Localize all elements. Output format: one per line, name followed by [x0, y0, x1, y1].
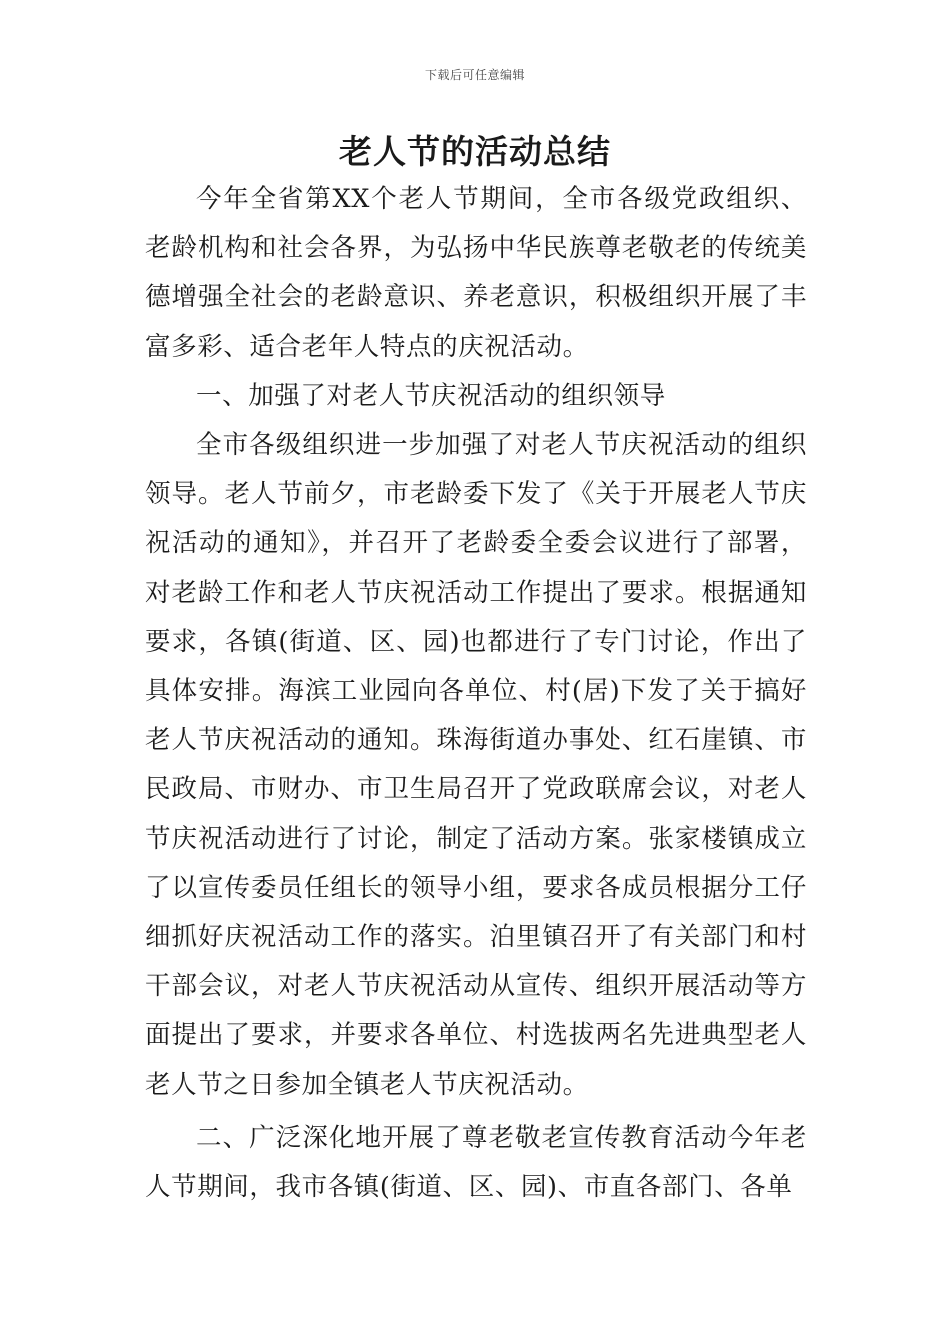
section-heading-1: 一、加强了对老人节庆祝活动的组织领导	[196, 380, 666, 411]
paragraph-intro: 今年全省第XX个老人节期间，全市各级党政组织、老龄机构和社会各界，为弘扬中华民族尊老敬老的传统美德增强全社会的老龄意识、养老意识，积极组织开展了丰富多彩、适合老年人特点的庆祝活动。	[145, 184, 807, 362]
header-note: 下载后可任意编辑	[424, 68, 525, 82]
paragraph-section-2: 二、广泛深化地开展了尊老敬老宣传教育活动今年老人节期间，我市各镇(街道、区、园)、市直各部门、各单	[145, 1122, 807, 1203]
document-title: 老人节的活动总结	[339, 132, 611, 171]
document-body	[145, 175, 807, 1212]
paragraph-section-1: 全市各级组织进一步加强了对老人节庆祝活动的组织领导。老人节前夕，市老龄委下发了《关于开展老人节庆祝活动的通知》，并召开了老龄委全委会议进行了部署，对老龄工作和老人节庆祝活动工作提出了要求。根据通知要求，各镇(街道、区、园)也都进行了专门讨论，作出了具体安排。海滨工业园向各单位、村(居)下发了关于搞好老人节庆祝活动的通知。珠海街道办事处、红石崖镇、市民政局、市财办、市卫生局召开了党政联席会议，对老人节庆祝活动进行了讨论，制定了活动方案。张家楼镇成立了以宣传委员任组长的领导小组，要求各成员根据分工仔细抓好庆祝活动工作的落实。泊里镇召开了有关部门和村干部会议，对老人节庆祝活动从宣传、组织开展活动等方面提出了要求，并要求各单位、村选拔两名先进典型老人老人节之日参加全镇老人节庆祝活动。	[145, 430, 807, 1100]
